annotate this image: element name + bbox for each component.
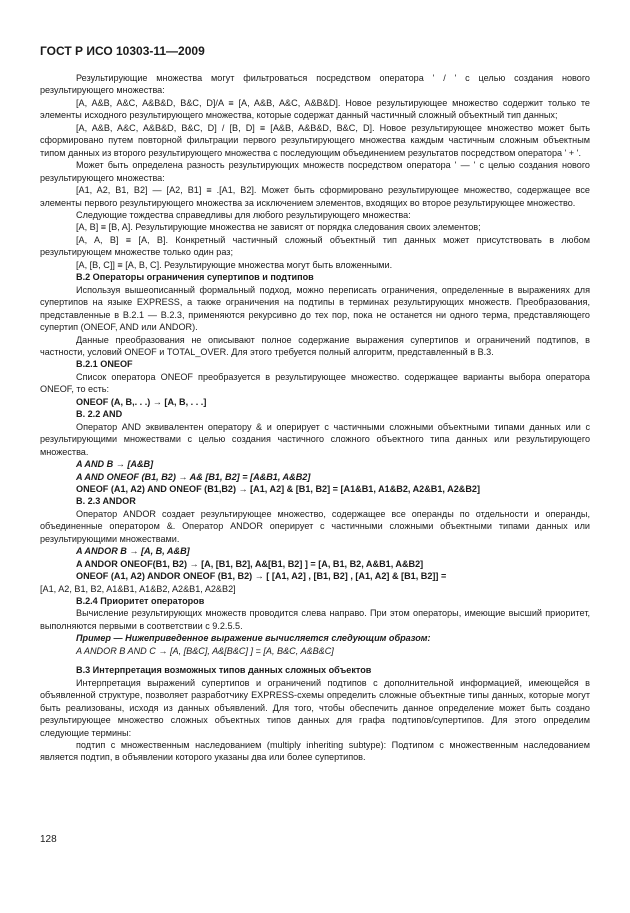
paragraph: Данные преобразования не описывают полное содержание выражения супертипов и ограничений подтипов, в частности, условий ONEOF и TOTAL_OVER. Для этого требуется полный алгоритм, представленный в B.3. <box>40 334 590 357</box>
paragraph: [A, A&B, A&C, A&B&D, B&C, D]/A ≡ [A, A&B, A&C, A&B&D]. Новое результирующее множество содержит только те элементы исходного результирующего множества, которые содержат данный частичный сложный объектный тип данных; <box>40 97 590 121</box>
paragraph: Оператор ANDOR создает результирующее множество, содержащее все операнды по отдельности и операнды, объединенные оператором &. Оператор ANDOR оперирует с частичными сложными объектными типами данных или результирующими множествами. <box>40 508 590 544</box>
subsection-heading: B. 2.3 ANDOR <box>76 496 136 507</box>
paragraph: [A, [B, C]] ≡ [A, B, C]. Результирующие множества могут быть вложенными. <box>76 259 393 270</box>
subsection-heading: B.2.1 ONEOF <box>76 359 133 370</box>
subsection-heading: B.2.4 Приоритет операторов <box>76 596 205 607</box>
paragraph: Используя вышеописанный формальный подход, можно переписать ограничения, определенные в выражениях для супертипов на языке EXPRESS, а также ограничения на подтипы в терминах результирующих множеств. Преобразования, представленные в B.2.1 — B.2.3, применяются рекурсивно до тех пор, пока не останется ни одного терма, представляющего супертип (ONEOF, AND или ANDOR). <box>40 284 590 333</box>
formula: [A1, A2, B1, B2, A1&B1, A1&B2, A2&B1, A2&B2] <box>40 583 236 594</box>
paragraph: Список оператора ONEOF преобразуется в результирующее множество. содержащее варианты выбора оператора ONEOF, то есть: <box>40 371 590 395</box>
definition: подтип с множественным наследованием (multiply inheriting subtype): Подтипом с множественным наследованием является подтип, в объявлении которого указаны два или более супертипов. <box>40 740 590 763</box>
paragraph: [A, A&B, A&C, A&B&D, B&C, D] / [B, D] ≡ [A&B, A&B&D, B&C, D]. Новое результирующее множество может быть сформировано путем повторной фильтрации первого результирующего множества каждым частичным сложным объектным типом данных из второго результирующего множества с последующим объединением результатов посредством оператора ' + '. <box>40 122 590 158</box>
formula: ONEOF (A1, A2) AND ONEOF (B1,B2) → [A1, A2] & [B1, B2] = [A1&B1, A1&B2, A2&B1, A2&B2] <box>76 483 480 494</box>
paragraph: [A1, A2, B1, B2] — [A2, B1] ≡ .[A1, B2]. Может быть сформировано результирующее множество, содержащее все элементы первого результирующего множества за исключением элементов, входящих во второе результирующее множество. <box>40 185 590 208</box>
subsection-heading: B. 2.2 AND <box>76 409 123 420</box>
document-body <box>40 72 590 764</box>
paragraph: [A, B] ≡ [B, A]. Результирующие множества не зависят от порядка следования своих элементов; <box>76 222 481 233</box>
paragraph: Оператор AND эквивалентен оператору & и оперирует с частичными сложными объектными типами данных или с результирующими множествами с целью создания частичного сложного объектного типа данных или результирующего множества. <box>40 421 590 457</box>
paragraph: Вычисление результирующих множеств проводится слева направо. При этом операторы, имеющие высший приоритет, выполняются первыми в соответствии с 9.2.5.5. <box>40 608 590 631</box>
formula: A AND B → [A&B] <box>76 459 154 470</box>
paragraph: Может быть определена разность результирующих множеств посредством оператора ' — ' с целью создания нового результирующего множества: <box>40 160 590 183</box>
paragraph: Следующие тождества справедливы для любого результирующего множества: <box>76 209 411 220</box>
formula: A AND ONEOF (B1, B2) → A& [B1, B2] = [A&B1, A&B2] <box>76 471 311 482</box>
document-header: ГОСТ Р ИСО 10303-11—2009 <box>40 44 205 58</box>
paragraph: Результирующие множества могут фильтроваться посредством оператора ' / ' с целью создания нового результирующего множества: <box>40 73 590 96</box>
page-number: 128 <box>40 834 57 845</box>
formula: ONEOF (A1, A2) ANDOR ONEOF (B1, B2) → [ [A1, A2] , [B1, B2] , [A1, A2] & [B1, B2]] = <box>76 571 447 582</box>
example-label: Пример — Нижеприведенное выражение вычисляется следующим образом: <box>76 633 431 644</box>
paragraph: Интерпретация выражений супертипов и ограничений подтипов с дополнительной информацией, имеющейся в объявленной структуре, позволяет разработчику EXPRESS-схемы определить сложные объектные типы данных, которые могут быть реализованы, исходя из данных объявлений. Для того, чтобы обеспечить данное определение может быть создано результирующее множество сложных объектных типов данных для графа подтипов/супертипов. Для этого определим следующие термины: <box>40 677 590 738</box>
section-heading: B.2 Операторы ограничения супертипов и подтипов <box>76 272 314 283</box>
paragraph: [A, A, B] ≡ [A, B]. Конкретный частичный сложный объектный тип данных может присутствовать в любом результирующем множестве только один раз; <box>40 234 590 258</box>
section-heading: B.3 Интерпретация возможных типов данных сложных объектов <box>76 665 372 676</box>
example-formula: A ANDOR B AND C → [A, [B&C], A&[B&C] ] = [A, B&C, A&B&C] <box>76 645 334 656</box>
formula: A ANDOR ONEOF(B1, B2) → [A, [B1, B2], A&[B1, B2] ] = [A, B1, B2, A&B1, A&B2] <box>76 558 424 569</box>
formula: A ANDOR B → [A, B, A&B] <box>76 546 190 557</box>
formula: ONEOF (A, B,. . .) → [A, B, . . .] <box>76 396 207 407</box>
